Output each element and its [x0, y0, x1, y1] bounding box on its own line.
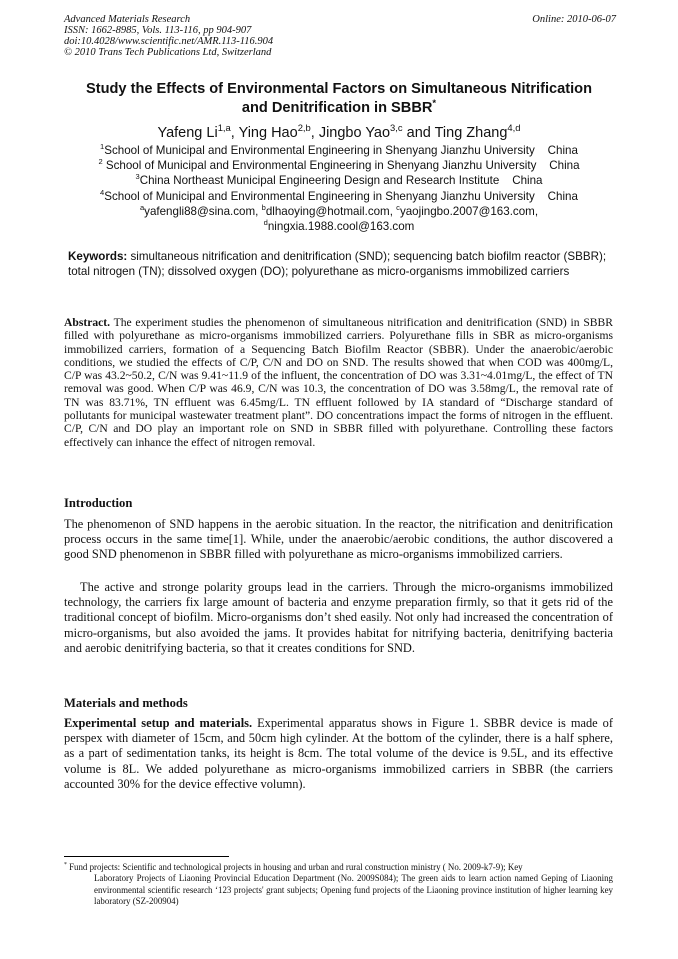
introduction-paragraph-1: The phenomenon of SND happens in the aerobic situation. In the reactor, the nitrification and denitrification process occurs in the same time[1]. While, under the anaerobic/aerobic conditions, the author discovered a good SND phenomenon in SBBR filled with polyurethane as micro-organisms immobilized carriers.	[64, 517, 613, 562]
footnote	[64, 862, 613, 907]
abstract-label: Abstract.	[64, 316, 111, 329]
author: Ting Zhang	[434, 125, 508, 141]
affiliation-text: China Northeast Municipal Engineering Design and Research Institute China	[139, 174, 543, 188]
methods-paragraph-1	[64, 716, 613, 792]
author-list	[50, 124, 628, 142]
author-separator: and	[402, 125, 435, 141]
keywords-label: Keywords:	[68, 250, 128, 263]
affiliation	[50, 158, 628, 173]
author: Jingbo Yao	[318, 125, 391, 141]
running-header	[64, 14, 616, 58]
email-link[interactable]: dlhaoying@hotmail.com,	[265, 204, 397, 218]
email-link[interactable]: yafengli88@sina.com,	[144, 204, 262, 218]
title-footnote-mark: *	[432, 98, 437, 110]
affiliation-sup: 1	[100, 142, 105, 152]
email-sup: b	[261, 202, 266, 212]
footnote-rest: Laboratory Projects of Liaoning Provincial Education Department (No. 2009S084); The green aids to learn action named Geping of Liaoning environmental scientific research ‘123 projects' grant subjects; Opening fund projects of the Liaoning province institution of higher learning key laboratory (SZ-200904)	[94, 873, 613, 906]
author-sup: 1,a	[217, 122, 231, 134]
abstract	[64, 316, 613, 449]
author-sup: 2,b	[297, 122, 311, 134]
author: Yafeng Li	[157, 125, 218, 141]
author-separator: ,	[310, 125, 319, 141]
affiliation-sup: 2	[98, 157, 103, 167]
doi-line: doi:10.4028/www.scientific.net/AMR.113-116.904	[64, 36, 274, 47]
email-sup: a	[139, 202, 145, 212]
abstract-text: The experiment studies the phenomenon of simultaneous nitrification and denitrification (SND) in SBBR filled with polyurethane as micro-organisms immobilized carriers. Polyurethane fills in SBR as micro-organisms immobilized carriers, formation of a Sequencing Batch Biofilm Reactor (SBBR). Under the anaerobic/aerobic conditions, we studied the effects of C/P, C/N and DO on SND. The results showed that when COD was 400mg/L, C/P was 43.2~50.2, C/N was 9.41~11.9 of the influent, the concentration of DO was 3.31~4.01mg/L, the effect of TN removal was good. When C/P was 46.9, C/N was 10.3, the concentration of DO was 3.58mg/L, the removal rate of TN was 83.71%, TN effluent was 6.45mg/L. TN effluent followed by IA standard of “Discharge standard of pollutants for municipal wastewater treatment plant”. DO concentrations impact the forms of nitrogen in the effluent. C/P, C/N and DO play an important role on SND in SBBR filled with polyurethane. Controlling these factors effectively can inhance the effect of nitrogen removal.	[64, 316, 613, 449]
affiliation-text: School of Municipal and Environmental Engineering in Shenyang Jianzhu University China	[104, 144, 578, 157]
affiliation-sup: 4	[100, 187, 105, 197]
affiliation-text: School of Municipal and Environmental Engineering in Shenyang Jianzhu University China	[102, 159, 580, 173]
affiliation	[50, 189, 628, 204]
title-line-2	[50, 99, 628, 118]
paper-title	[50, 80, 628, 118]
email-line-2	[50, 219, 628, 234]
footnote-divider	[64, 856, 229, 857]
footnote-line-1: Fund projects: Scientific and technological projects in housing and urban and rural construction ministry ( No. 2009-k7-9); Key	[66, 862, 523, 872]
keywords-text: simultaneous nitrification and denitrification (SND); sequencing batch biofilm reactor (SBBR); total nitrogen (TN); dissolved oxygen (DO); polyurethane as micro-organisms immobilized carriers	[68, 250, 607, 278]
affiliation-sup: 3	[135, 172, 140, 182]
methods-heading: Materials and methods	[64, 696, 188, 710]
affiliations	[50, 143, 628, 234]
affiliation-text: School of Municipal and Environmental Engineering in Shenyang Jianzhu University China	[104, 189, 578, 203]
email-line-1	[50, 204, 628, 219]
author-sup: 4,d	[507, 122, 521, 134]
email-sup: c	[396, 202, 400, 212]
methods-subheading: Experimental setup and materials.	[64, 716, 253, 730]
issn-line: ISSN: 1662-8985, Vols. 113-116, pp 904-907	[64, 25, 252, 36]
introduction-paragraph-2: The active and stronge polarity groups lead in the carriers. Through the micro-organisms immobilized technology, the carriers fix large amount of bacteria and enzyme preparation firmly, so that it gets rid of the traditional concept of biofilm. Micro-organisms don’t shed easily. Not only had increased the concentration of micro-organisms, but also avoided the jams. It provides habitat for nitrifying bacteria, denitrifying bacteria and aerobic denitrifying bacteria, so that it creates conditions for SND.	[64, 580, 613, 655]
title-line-2-text: and Denitrification in SBBR	[241, 100, 433, 116]
introduction-heading: Introduction	[64, 496, 133, 510]
author-separator: ,	[230, 125, 239, 141]
keywords	[68, 250, 616, 279]
affiliation	[50, 173, 628, 188]
author: Ying Hao	[238, 125, 298, 141]
copyright-line: © 2010 Trans Tech Publications Ltd, Switzerland	[64, 47, 272, 58]
email-sup: d	[263, 218, 268, 228]
author-sup: 3,c	[390, 122, 403, 134]
journal-name: Advanced Materials Research	[64, 14, 191, 25]
methods-paragraph-text: Experimental apparatus shows in Figure 1. SBBR device is made of perspex with diameter of 15cm, and 50cm high cylinder. At the bottom of the cylinder, there is a half sphere, as a part of sedimentation tanks, its height is 8cm. The total volume of the device is 9.5L, and its effective volume is 8L. We added polyurethane as micro-organisms immobilized carriers in SBBR (the carriers accounted 30% for the device effective volumn).	[64, 716, 613, 791]
footnote-mark: *	[64, 862, 67, 869]
email-link[interactable]: yaojingbo.2007@163.com,	[399, 204, 539, 218]
title-line-1: Study the Effects of Environmental Factors on Simultaneous Nitrification	[86, 81, 592, 97]
affiliation	[50, 143, 628, 158]
email-link[interactable]: ningxia.1988.cool@163.com	[267, 220, 415, 234]
online-date: Online: 2010-06-07	[532, 14, 616, 25]
